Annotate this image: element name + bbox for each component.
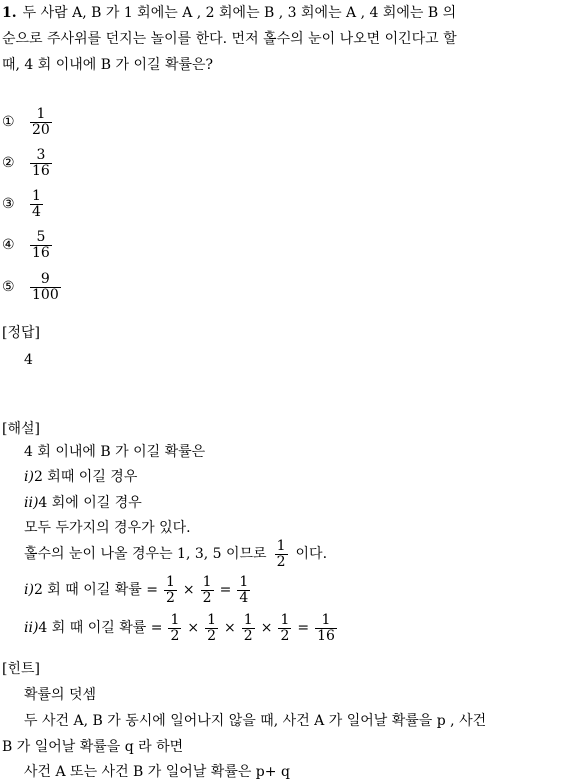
choice-1[interactable]	[2, 104, 54, 140]
line7-text: 4 회 때 이길 확률 =	[38, 620, 163, 636]
hint-line-3: B 가 일어날 확률을 q 라 하면	[2, 739, 184, 755]
choice-2[interactable]	[2, 145, 54, 181]
explanation-heading: [해설]	[2, 421, 40, 437]
answer-value: 4	[24, 352, 33, 368]
explanation-line-5	[24, 536, 327, 572]
denominator: 4	[32, 203, 41, 220]
fraction	[242, 613, 255, 644]
choice-fraction	[30, 230, 52, 261]
choice-fraction	[30, 148, 52, 179]
half-fraction	[275, 539, 288, 570]
choice-fraction	[30, 189, 43, 220]
choice-marker: ⑤	[2, 279, 15, 295]
result-fraction	[315, 613, 337, 644]
denominator: 2	[280, 627, 290, 644]
fraction	[205, 613, 218, 644]
times-sign: ×	[260, 620, 273, 636]
question-text-1: 두 사람 A, B 가 1 회에는 A , 2 회에는 B , 3 회에는 A , 4 회에는 B 의	[22, 5, 457, 21]
numerator: 1	[32, 187, 41, 204]
numerator: 1	[202, 573, 212, 590]
denominator: 20	[32, 121, 50, 138]
line5-end: 이다.	[295, 546, 328, 562]
fraction	[168, 613, 181, 644]
denominator: 16	[32, 244, 50, 261]
line6-text: 2 회 때 이길 확률 =	[33, 582, 158, 598]
times-sign: ×	[187, 620, 200, 636]
explanation-line-1: 4 회 이내에 B 가 이길 확률은	[24, 444, 206, 460]
choice-4[interactable]	[2, 227, 54, 263]
explanation-line-2	[24, 465, 137, 489]
denominator: 100	[32, 286, 59, 303]
equals-sign: =	[219, 582, 232, 598]
case-label: i)	[24, 469, 34, 485]
explanation-line-7	[24, 610, 339, 646]
times-sign: ×	[224, 620, 236, 636]
explanation-line-6	[24, 572, 252, 608]
choice-fraction	[30, 272, 61, 303]
denominator: 16	[32, 162, 50, 179]
numerator: 1	[280, 611, 290, 628]
choice-3[interactable]	[2, 186, 45, 222]
hint-heading: [힌트]	[2, 661, 40, 677]
numerator: 3	[36, 146, 46, 163]
case-label: i)	[24, 582, 34, 598]
hint-line-2: 두 사건 A, B 가 동시에 일어나지 않을 때, 사건 A 가 일어날 확률을 p , 사건	[24, 713, 487, 729]
question-line-3: 때, 4 회 이내에 B 가 이길 확률은?	[2, 57, 214, 73]
answer-heading: [정답]	[2, 325, 40, 341]
question-line-1	[2, 0, 571, 26]
choice-marker: ②	[2, 155, 15, 171]
denominator: 2	[243, 627, 253, 644]
choice-marker: ③	[2, 196, 15, 212]
numerator: 1	[321, 611, 331, 628]
denominator: 16	[317, 627, 335, 644]
fraction	[201, 575, 214, 606]
numerator: 5	[36, 228, 46, 245]
equals-sign: =	[297, 620, 310, 636]
question-line-2: 순으로 주사위를 던지는 놀이를 한다. 먼저 홀수의 눈이 나오면 이긴다고 할	[2, 31, 457, 47]
question-number: 1.	[2, 5, 17, 21]
line5-text: 홀수의 눈이 나올 경우는 1, 3, 5 이므로	[24, 546, 267, 562]
times-sign: ×	[182, 582, 195, 598]
denominator: 2	[202, 589, 212, 606]
explanation-line-3	[24, 491, 142, 515]
numerator: 1	[207, 611, 217, 628]
numerator: 1	[36, 105, 46, 122]
numerator: 1	[276, 537, 286, 554]
result-fraction	[237, 575, 250, 606]
choice-marker: ④	[2, 237, 15, 253]
numerator: 9	[40, 270, 50, 287]
denominator: 2	[276, 553, 286, 570]
fraction	[164, 575, 177, 606]
case-label: ii)	[24, 495, 39, 511]
denominator: 4	[239, 589, 249, 606]
numerator: 1	[166, 573, 175, 590]
denominator: 2	[170, 627, 180, 644]
explanation-line-4: 모두 두가지의 경우가 있다.	[24, 520, 191, 536]
denominator: 2	[166, 589, 175, 606]
fraction	[278, 613, 291, 644]
choice-marker: ①	[2, 114, 15, 130]
case-text: 2 회때 이길 경우	[33, 469, 138, 485]
numerator: 1	[243, 611, 253, 628]
denominator: 2	[207, 627, 217, 644]
hint-line-4: 사건 A 또는 사건 B 가 일어날 확률은 p+ q	[24, 764, 290, 780]
case-label: ii)	[24, 620, 39, 636]
choice-5[interactable]	[2, 269, 63, 305]
hint-line-1: 확률의 덧셈	[24, 687, 97, 703]
case-text: 4 회에 이길 경우	[38, 495, 142, 511]
numerator: 1	[170, 611, 180, 628]
choice-fraction	[30, 107, 52, 138]
numerator: 1	[239, 573, 249, 590]
